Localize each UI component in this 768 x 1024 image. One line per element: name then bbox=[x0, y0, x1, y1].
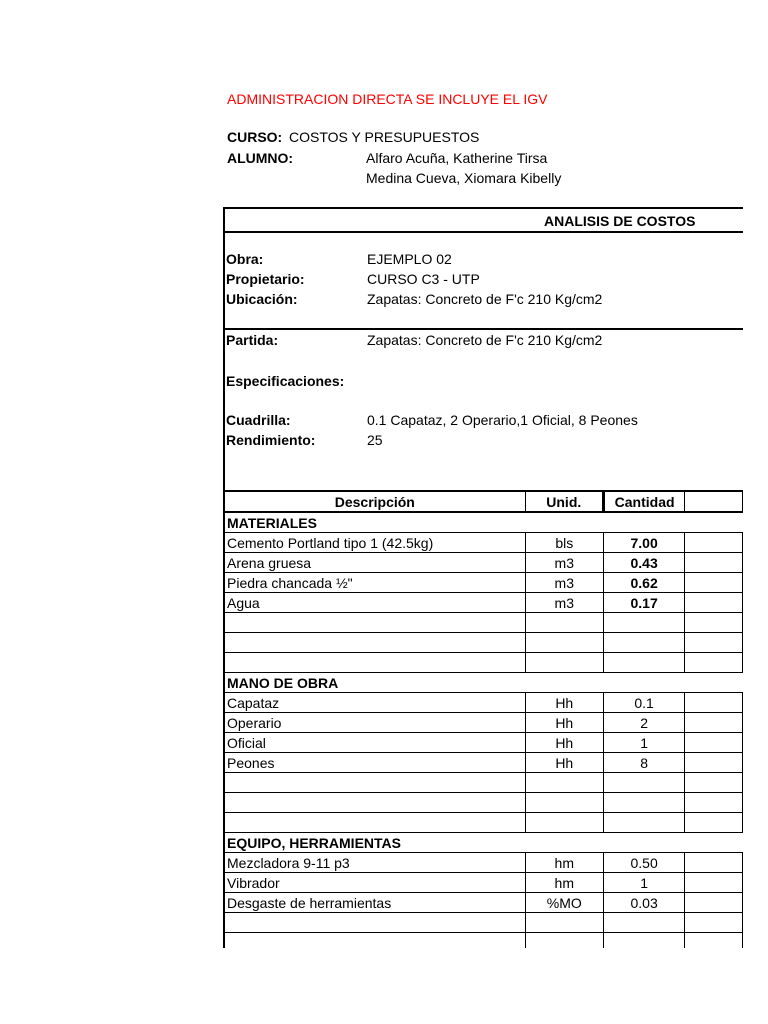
header-extra bbox=[685, 491, 743, 512]
section-row bbox=[225, 673, 743, 693]
table-row bbox=[225, 533, 743, 553]
especificaciones-label: Especificaciones: bbox=[226, 373, 345, 389]
divider bbox=[225, 328, 743, 330]
row-extra bbox=[685, 853, 743, 873]
propietario-label: Propietario: bbox=[226, 271, 305, 287]
row-descripcion: Capataz bbox=[225, 693, 525, 713]
row-descripcion: Mezcladora 9-11 p3 bbox=[225, 853, 525, 873]
row-unid: hm bbox=[525, 853, 603, 873]
row-descripcion: Desgaste de herramientas bbox=[225, 893, 525, 913]
empty-row bbox=[225, 913, 743, 933]
row-extra bbox=[685, 533, 743, 553]
row-cantidad: 0.17 bbox=[603, 593, 684, 613]
header-note: ADMINISTRACION DIRECTA SE INCLUYE EL IGV bbox=[227, 91, 548, 107]
table-row bbox=[225, 573, 743, 593]
analysis-table bbox=[225, 490, 743, 948]
row-unid: %MO bbox=[525, 893, 603, 913]
obra-value: EJEMPLO 02 bbox=[367, 251, 452, 267]
empty-row bbox=[225, 613, 743, 633]
row-cantidad: 0.1 bbox=[603, 693, 684, 713]
row-cantidad: 2 bbox=[603, 713, 684, 733]
section-title-equipo: EQUIPO, HERRAMIENTAS bbox=[225, 833, 743, 853]
row-cantidad: 1 bbox=[603, 733, 684, 753]
row-unid: Hh bbox=[525, 693, 603, 713]
table-header-row bbox=[225, 491, 743, 512]
propietario-value: CURSO C3 - UTP bbox=[367, 271, 480, 287]
curso-value: COSTOS Y PRESUPUESTOS bbox=[289, 129, 480, 145]
row-extra bbox=[685, 753, 743, 773]
row-cantidad: 1 bbox=[603, 873, 684, 893]
row-descripcion: Peones bbox=[225, 753, 525, 773]
row-extra bbox=[685, 733, 743, 753]
table-row bbox=[225, 693, 743, 713]
empty-row bbox=[225, 653, 743, 673]
analysis-sheet bbox=[223, 207, 743, 948]
row-descripcion: Agua bbox=[225, 593, 525, 613]
table-row bbox=[225, 733, 743, 753]
section-row bbox=[225, 512, 743, 533]
row-cantidad: 7.00 bbox=[603, 533, 684, 553]
row-unid: Hh bbox=[525, 713, 603, 733]
row-descripcion: Vibrador bbox=[225, 873, 525, 893]
ubicacion-value: Zapatas: Concreto de F'c 210 Kg/cm2 bbox=[367, 291, 603, 307]
row-cantidad: 0.50 bbox=[603, 853, 684, 873]
section-title-materiales: MATERIALES bbox=[225, 512, 743, 533]
table-row bbox=[225, 893, 743, 913]
empty-row bbox=[225, 933, 743, 949]
row-unid: hm bbox=[525, 873, 603, 893]
obra-label: Obra: bbox=[226, 251, 264, 267]
row-descripcion: Piedra chancada ½" bbox=[225, 573, 525, 593]
row-unid: Hh bbox=[525, 733, 603, 753]
row-extra bbox=[685, 553, 743, 573]
row-unid: m3 bbox=[525, 593, 603, 613]
row-descripcion: Oficial bbox=[225, 733, 525, 753]
table-row bbox=[225, 553, 743, 573]
alumno-label: ALUMNO: bbox=[227, 150, 294, 166]
alumno-1: Alfaro Acuña, Katherine Tirsa bbox=[366, 150, 548, 166]
table-row bbox=[225, 753, 743, 773]
rendimiento-label: Rendimiento: bbox=[226, 432, 316, 448]
cuadrilla-value: 0.1 Capataz, 2 Operario,1 Oficial, 8 Peones bbox=[367, 412, 638, 428]
row-extra bbox=[685, 593, 743, 613]
row-extra bbox=[685, 573, 743, 593]
table-row bbox=[225, 593, 743, 613]
table-row bbox=[225, 873, 743, 893]
partida-label: Partida: bbox=[226, 332, 279, 348]
section-row bbox=[225, 833, 743, 853]
row-cantidad: 0.43 bbox=[603, 553, 684, 573]
ubicacion-label: Ubicación: bbox=[226, 291, 298, 307]
row-unid: m3 bbox=[525, 573, 603, 593]
row-unid: Hh bbox=[525, 753, 603, 773]
row-descripcion: Operario bbox=[225, 713, 525, 733]
table-row bbox=[225, 713, 743, 733]
row-extra bbox=[685, 893, 743, 913]
curso-label: CURSO: bbox=[227, 129, 283, 145]
rendimiento-value: 25 bbox=[367, 432, 383, 448]
row-descripcion: Arena gruesa bbox=[225, 553, 525, 573]
row-extra bbox=[685, 873, 743, 893]
section-title-mano-obra: MANO DE OBRA bbox=[225, 673, 743, 693]
empty-row bbox=[225, 813, 743, 833]
empty-row bbox=[225, 633, 743, 653]
header-unid: Unid. bbox=[525, 491, 603, 512]
row-unid: bls bbox=[525, 533, 603, 553]
row-cantidad: 0.03 bbox=[603, 893, 684, 913]
row-cantidad: 8 bbox=[603, 753, 684, 773]
sheet-title: ANALISIS DE COSTOS bbox=[544, 213, 696, 229]
alumno-2: Medina Cueva, Xiomara Kibelly bbox=[366, 170, 562, 186]
row-descripcion: Cemento Portland tipo 1 (42.5kg) bbox=[225, 533, 525, 553]
row-extra bbox=[685, 693, 743, 713]
row-unid: m3 bbox=[525, 553, 603, 573]
table-row bbox=[225, 853, 743, 873]
divider bbox=[225, 231, 743, 233]
header-cantidad: Cantidad bbox=[603, 491, 684, 512]
row-extra bbox=[685, 713, 743, 733]
row-cantidad: 0.62 bbox=[603, 573, 684, 593]
cuadrilla-label: Cuadrilla: bbox=[226, 412, 291, 428]
header-descripcion: Descripción bbox=[225, 491, 525, 512]
empty-row bbox=[225, 773, 743, 793]
partida-value: Zapatas: Concreto de F'c 210 Kg/cm2 bbox=[367, 332, 603, 348]
empty-row bbox=[225, 793, 743, 813]
